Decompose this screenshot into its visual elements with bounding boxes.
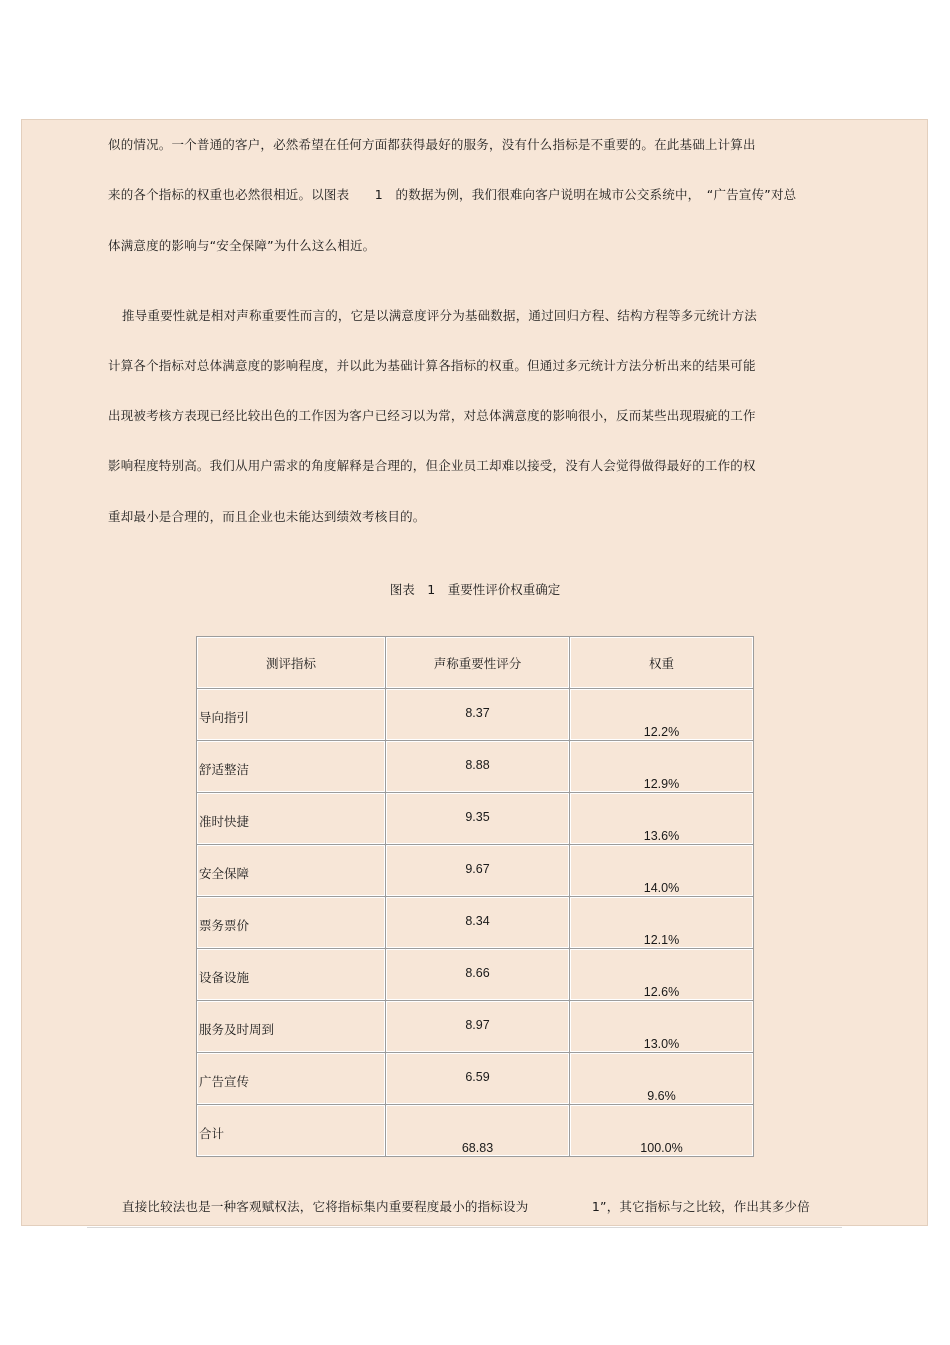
indicator-name: 服务及时周到 — [199, 1022, 275, 1037]
weights-table — [196, 636, 754, 1157]
weight-cell — [570, 1053, 754, 1105]
total-score-cell — [386, 1105, 570, 1157]
indicator-cell — [197, 689, 386, 741]
paragraph-1-line-1: 似的情况。一个普通的客户，必然希望在任何方面都获得最好的服务，没有什么指标是不重要的。在此基础上计算出 — [108, 137, 756, 152]
total-label: 合计 — [199, 1126, 225, 1141]
table-row — [197, 949, 754, 1001]
weight-value: 14.0% — [643, 881, 680, 895]
indicator-name: 广告宣传 — [199, 1074, 250, 1089]
weight-value: 12.6% — [643, 985, 680, 999]
table-row — [197, 1001, 754, 1053]
table-row — [197, 897, 754, 949]
score-value: 8.88 — [465, 758, 490, 772]
indicator-name: 设备设施 — [199, 970, 250, 985]
score-value: 8.97 — [465, 1018, 490, 1032]
table-caption: 图表 1 重要性评价权重确定 — [389, 582, 561, 597]
weight-value: 13.0% — [643, 1037, 680, 1051]
weight-cell — [570, 845, 754, 897]
indicator-cell — [197, 1001, 386, 1053]
score-value: 8.34 — [465, 914, 490, 928]
header-weight: 权重 — [570, 637, 754, 689]
weight-cell — [570, 689, 754, 741]
weight-cell — [570, 741, 754, 793]
total-weight: 100.0% — [640, 1141, 683, 1155]
paragraph-1-line-2: 来的各个指标的权重也必然很相近。以图表 1 的数据为例，我们很难向客户说明在城市公交系统中， “广告宣传”对总 — [108, 187, 797, 202]
paragraph-2-line-2: 计算各个指标对总体满意度的影响程度，并以此为基础计算各指标的权重。但通过多元统计方法分析出来的结果可能 — [108, 358, 756, 373]
paragraph-2-line-3: 出现被考核方表现已经比较出色的工作因为客户已经习以为常，对总体满意度的影响很小，反而某些出现瑕疵的工作 — [108, 408, 756, 423]
score-cell — [386, 1053, 570, 1105]
indicator-cell — [197, 897, 386, 949]
indicator-name: 导向指引 — [199, 710, 250, 725]
score-value: 6.59 — [465, 1070, 490, 1084]
header-indicator: 测评指标 — [197, 637, 386, 689]
indicator-cell — [197, 949, 386, 1001]
footer-rule — [87, 1227, 842, 1228]
table-row — [197, 845, 754, 897]
indicator-name: 安全保障 — [199, 866, 250, 881]
indicator-cell — [197, 793, 386, 845]
indicator-cell — [197, 1053, 386, 1105]
score-value: 8.66 — [465, 966, 490, 980]
indicator-name: 舒适整洁 — [199, 762, 250, 777]
weight-value: 12.1% — [643, 933, 680, 947]
paragraph-2-line-1: 推导重要性就是相对声称重要性而言的，它是以满意度评分为基础数据，通过回归方程、结构方程等多元统计方法 — [122, 308, 758, 323]
paragraph-3-line-1: 直接比较法也是一种客观赋权法，它将指标集内重要程度最小的指标设为 1”，其它指标与之比较，作出其多少倍 — [122, 1199, 810, 1214]
weight-cell — [570, 897, 754, 949]
score-cell — [386, 949, 570, 1001]
score-value: 9.35 — [465, 810, 490, 824]
weight-cell — [570, 1001, 754, 1053]
total-score: 68.83 — [461, 1141, 494, 1155]
weight-value: 12.9% — [643, 777, 680, 791]
score-cell — [386, 845, 570, 897]
weight-cell — [570, 793, 754, 845]
score-cell — [386, 793, 570, 845]
table-row — [197, 689, 754, 741]
total-weight-cell — [570, 1105, 754, 1157]
indicator-cell — [197, 845, 386, 897]
indicator-name: 票务票价 — [199, 918, 250, 933]
paragraph-2-line-4: 影响程度特别高。我们从用户需求的角度解释是合理的，但企业员工却难以接受，没有人会觉得做得最好的工作的权 — [108, 458, 756, 473]
table-row — [197, 793, 754, 845]
score-value: 8.37 — [465, 706, 490, 720]
paragraph-1-line-3: 体满意度的影响与“安全保障”为什么这么相近。 — [108, 238, 376, 253]
weight-value: 9.6% — [647, 1089, 676, 1103]
table-row — [197, 741, 754, 793]
table-total-row — [197, 1105, 754, 1157]
header-score: 声称重要性评分 — [386, 637, 570, 689]
score-cell — [386, 897, 570, 949]
indicator-name: 准时快捷 — [199, 814, 250, 829]
paragraph-2-line-5: 重却最小是合理的，而且企业也未能达到绩效考核目的。 — [108, 509, 426, 524]
table-header-row — [197, 637, 754, 689]
score-cell — [386, 1001, 570, 1053]
total-label-cell — [197, 1105, 386, 1157]
weight-value: 12.2% — [643, 725, 680, 739]
indicator-cell — [197, 741, 386, 793]
weight-value: 13.6% — [643, 829, 680, 843]
score-value: 9.67 — [465, 862, 490, 876]
score-cell — [386, 741, 570, 793]
weight-cell — [570, 949, 754, 1001]
table-row — [197, 1053, 754, 1105]
score-cell — [386, 689, 570, 741]
